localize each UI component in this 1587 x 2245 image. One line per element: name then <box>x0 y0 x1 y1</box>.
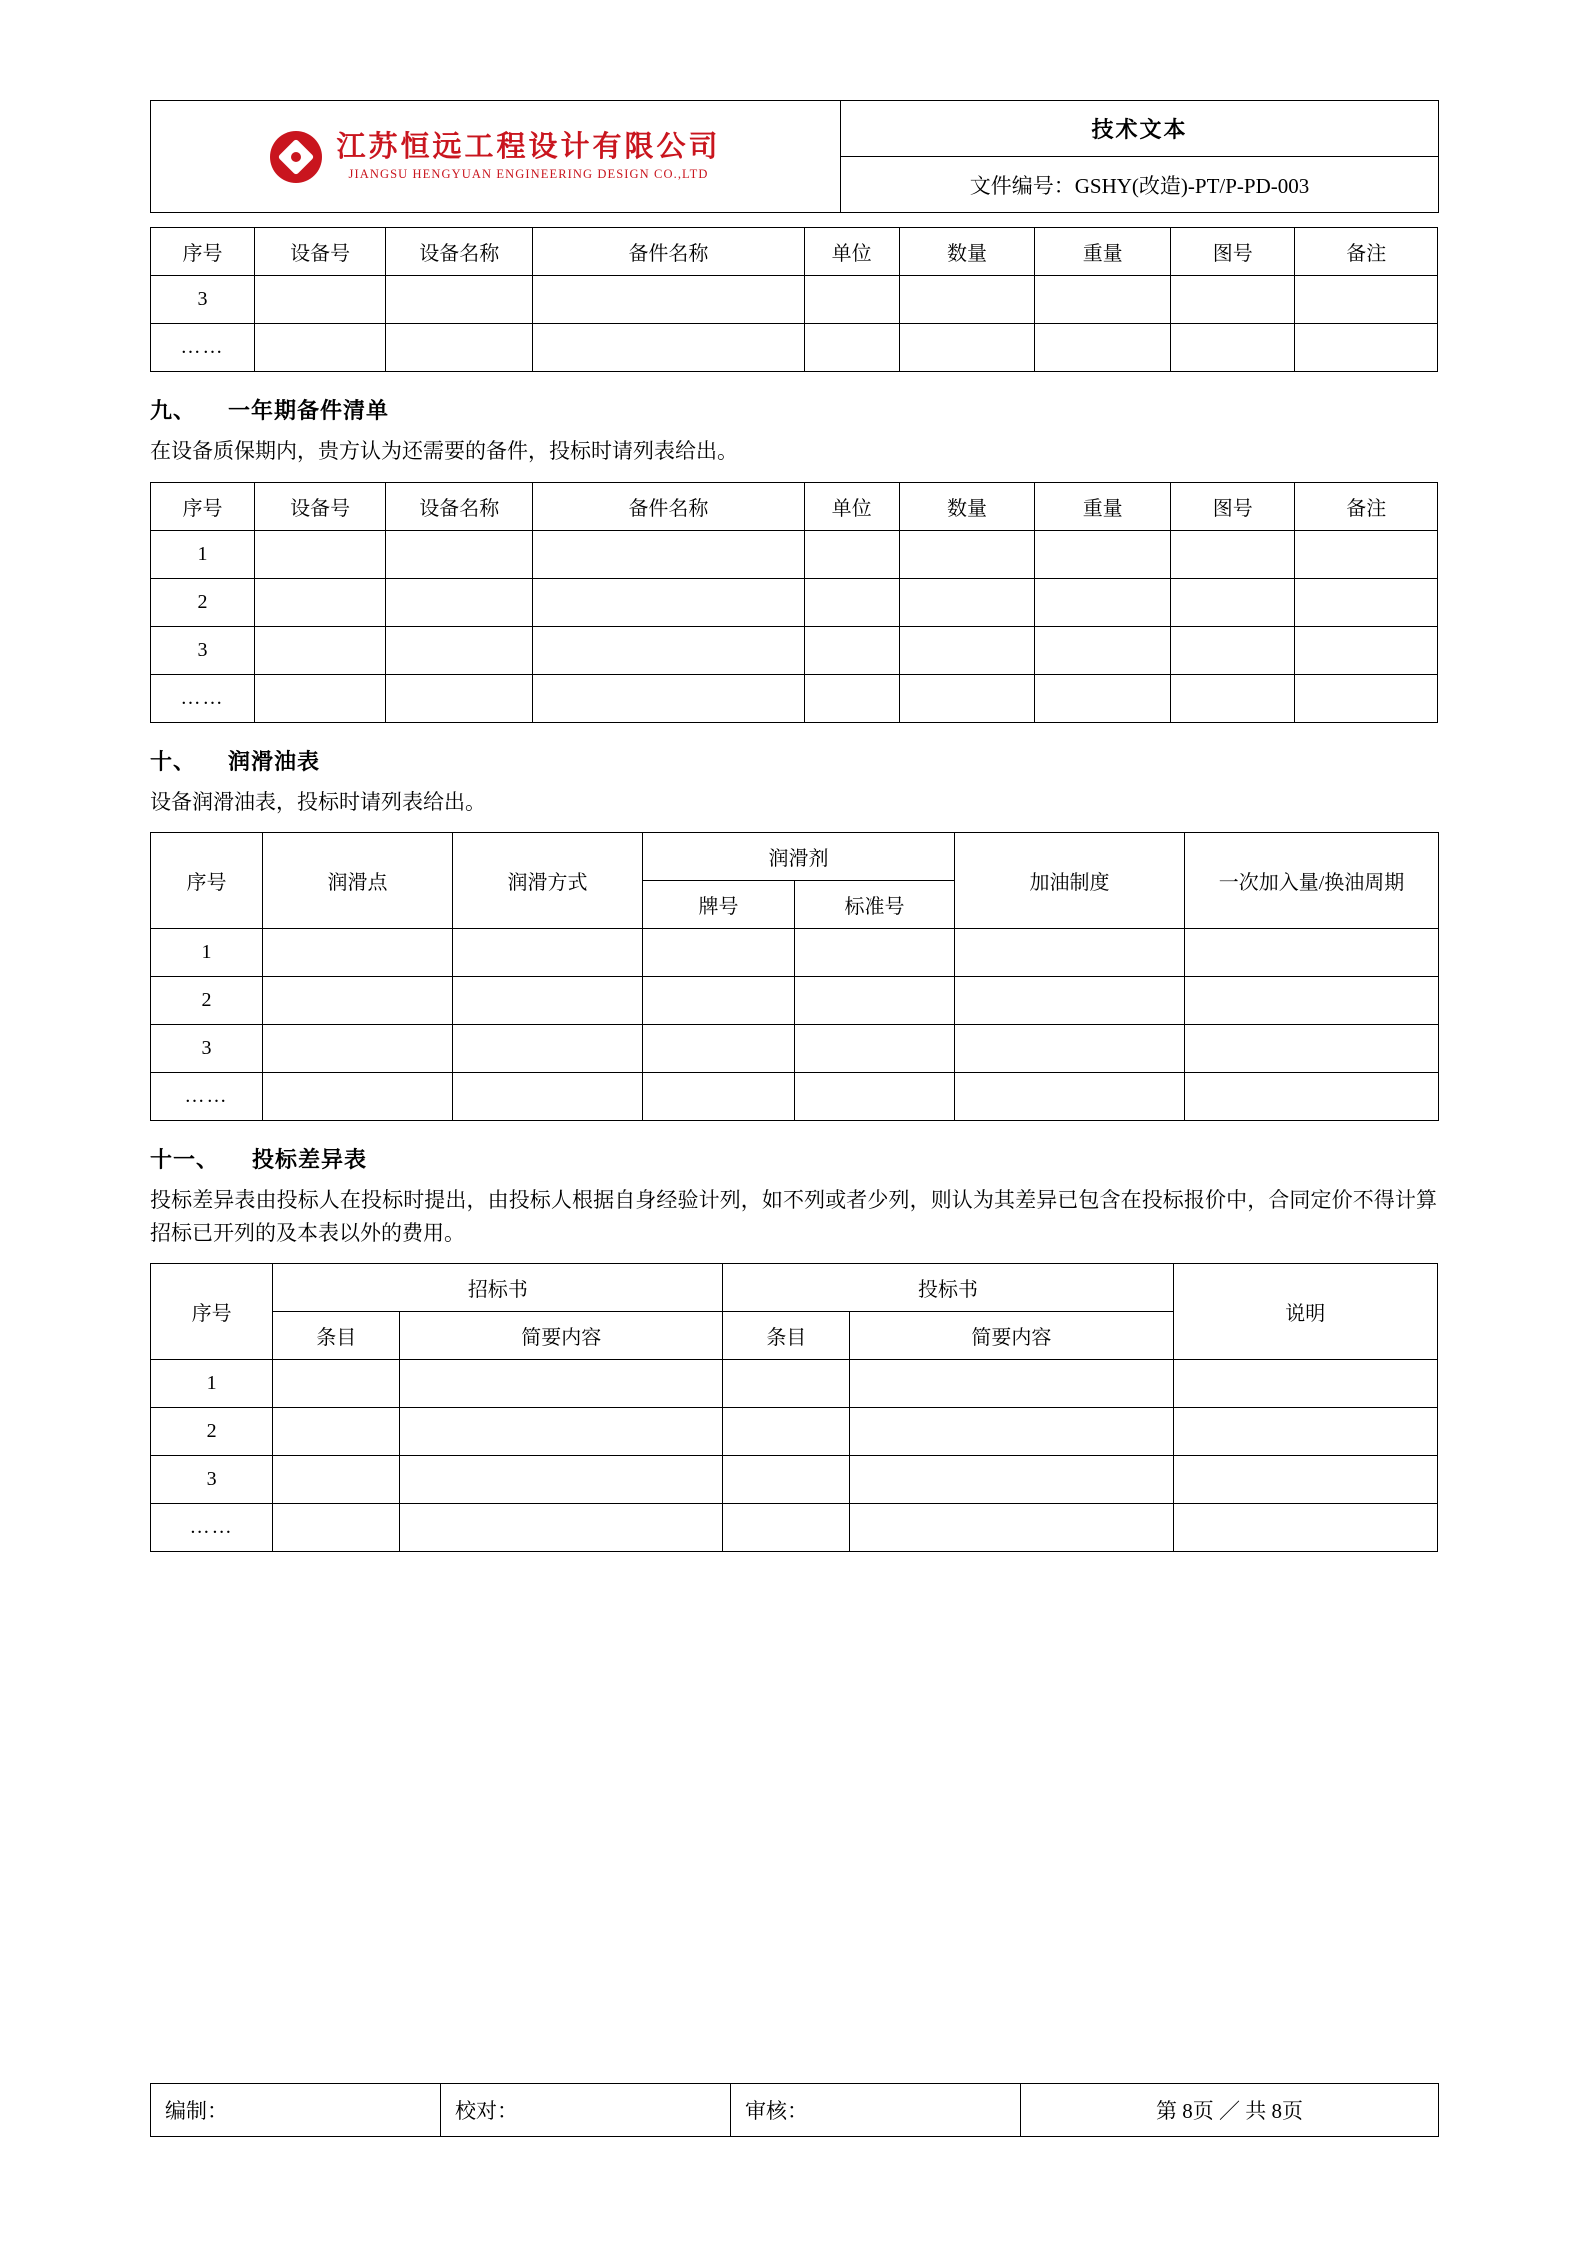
lubrication-table <box>150 832 1439 1121</box>
cell-blank <box>1295 276 1438 324</box>
cell-blank <box>723 1408 850 1456</box>
section-9-paragraph: 在设备质保期内，贵方认为还需要的备件，投标时请列表给出。 <box>150 439 738 463</box>
cell-blank <box>899 276 1035 324</box>
cell-blank <box>453 929 643 977</box>
cell-blank <box>273 1360 400 1408</box>
table-row <box>151 626 1438 674</box>
company-logo-icon <box>270 131 322 183</box>
cell-blank <box>795 1073 955 1121</box>
section-10-paragraph: 设备润滑油表，投标时请列表给出。 <box>150 789 486 814</box>
section-9-number: 九、 <box>150 398 197 423</box>
col-header: 设备名称 <box>386 482 533 530</box>
col-header: 说明 <box>1173 1264 1437 1360</box>
bid-deviation-table <box>150 1263 1438 1552</box>
cell-blank <box>386 626 533 674</box>
section-10-title: 润滑油表 <box>228 748 321 774</box>
col-header: 加油制度 <box>955 833 1185 929</box>
col-subheader: 牌号 <box>643 881 795 929</box>
doc-number-label: 文件编号： <box>969 173 1075 198</box>
cell-blank <box>1171 276 1295 324</box>
document-header <box>150 100 1439 213</box>
col-header: 图号 <box>1171 228 1295 276</box>
cell-blank <box>899 626 1035 674</box>
cell-blank <box>533 626 804 674</box>
cell-index: 2 <box>151 578 255 626</box>
col-header: 润滑方式 <box>453 833 643 929</box>
cell-blank <box>955 929 1185 977</box>
col-header: 备件名称 <box>533 228 804 276</box>
cell-blank <box>255 324 386 372</box>
col-header: 数量 <box>899 482 1035 530</box>
col-header: 设备号 <box>255 482 386 530</box>
cell-blank <box>804 324 899 372</box>
col-header: 图号 <box>1171 482 1295 530</box>
cell-index: 1 <box>151 929 263 977</box>
cell-blank <box>386 324 533 372</box>
cell-blank <box>643 929 795 977</box>
col-header-group: 投标书 <box>723 1264 1173 1312</box>
cell-index: 3 <box>151 1025 263 1073</box>
section-9-heading <box>150 394 1437 425</box>
company-logo-cell <box>151 101 841 213</box>
cell-blank <box>795 1025 955 1073</box>
cell-blank <box>804 626 899 674</box>
company-name-cn: 江苏恒远工程设计有限公司 <box>336 128 721 163</box>
cell-blank <box>1295 626 1438 674</box>
table-row <box>151 674 1438 722</box>
table-row <box>151 1073 1439 1121</box>
col-header: 一次加入量/换油周期 <box>1185 833 1439 929</box>
footer-prepared-by: 编制： <box>151 2084 441 2137</box>
cell-index: 3 <box>151 626 255 674</box>
col-header: 备件名称 <box>533 482 804 530</box>
cell-blank <box>255 276 386 324</box>
document-footer <box>150 2083 1439 2137</box>
cell-blank <box>255 674 386 722</box>
cell-blank <box>400 1504 723 1552</box>
cell-blank <box>453 977 643 1025</box>
cell-blank <box>386 530 533 578</box>
cell-blank <box>453 1073 643 1121</box>
footer-page-number: 第 8页 ／ 共 8页 <box>1021 2084 1439 2137</box>
table-row <box>151 1025 1439 1073</box>
section-11-number: 十一、 <box>150 1147 220 1173</box>
cell-blank <box>850 1360 1173 1408</box>
col-header: 序号 <box>151 482 255 530</box>
table-row <box>151 977 1439 1025</box>
cell-blank <box>1171 530 1295 578</box>
cell-blank <box>804 530 899 578</box>
cell-index: …… <box>151 324 255 372</box>
cell-blank <box>400 1456 723 1504</box>
cell-blank <box>1171 626 1295 674</box>
cell-blank <box>899 324 1035 372</box>
table-row <box>151 530 1438 578</box>
doc-number-value: GSHY(改造)-PT/P-PD-003 <box>1074 173 1310 198</box>
section-10-heading <box>150 745 1437 776</box>
cell-blank <box>850 1408 1173 1456</box>
footer-checked-by: 校对： <box>441 2084 731 2137</box>
col-header: 润滑点 <box>263 833 453 929</box>
col-header: 备注 <box>1295 228 1438 276</box>
col-header: 单位 <box>804 482 899 530</box>
col-subheader: 条目 <box>273 1312 400 1360</box>
col-header: 序号 <box>151 833 263 929</box>
cell-blank <box>1295 530 1438 578</box>
cell-blank <box>255 530 386 578</box>
cell-blank <box>386 276 533 324</box>
cell-blank <box>533 674 804 722</box>
col-header: 设备号 <box>255 228 386 276</box>
cell-blank <box>1173 1504 1437 1552</box>
col-subheader: 简要内容 <box>400 1312 723 1360</box>
col-header: 序号 <box>151 1264 273 1360</box>
spare-parts-continuation-table <box>150 227 1438 372</box>
cell-blank <box>255 578 386 626</box>
cell-blank <box>533 578 804 626</box>
cell-blank <box>533 276 804 324</box>
cell-blank <box>804 578 899 626</box>
table-row <box>151 324 1438 372</box>
cell-blank <box>1035 530 1171 578</box>
cell-blank <box>263 929 453 977</box>
table-row <box>151 1456 1438 1504</box>
doc-type-label: 技术文本 <box>841 101 1439 157</box>
cell-blank <box>533 530 804 578</box>
footer-reviewed-by: 审核： <box>731 2084 1021 2137</box>
cell-blank <box>400 1408 723 1456</box>
cell-blank <box>643 1025 795 1073</box>
cell-blank <box>723 1504 850 1552</box>
cell-blank <box>1185 929 1439 977</box>
cell-blank <box>273 1456 400 1504</box>
col-header-group: 招标书 <box>273 1264 723 1312</box>
cell-blank <box>263 1025 453 1073</box>
col-header: 备注 <box>1295 482 1438 530</box>
cell-blank <box>386 674 533 722</box>
cell-blank <box>1185 1025 1439 1073</box>
cell-blank <box>533 324 804 372</box>
cell-blank <box>263 1073 453 1121</box>
col-header-group: 润滑剂 <box>643 833 955 881</box>
table-row <box>151 929 1439 977</box>
cell-blank <box>723 1456 850 1504</box>
cell-blank <box>1185 1073 1439 1121</box>
section-11-heading <box>150 1143 1437 1174</box>
cell-blank <box>1035 276 1171 324</box>
cell-index: 2 <box>151 977 263 1025</box>
cell-blank <box>1171 578 1295 626</box>
cell-blank <box>1185 977 1439 1025</box>
cell-blank <box>795 929 955 977</box>
col-subheader: 标准号 <box>795 881 955 929</box>
cell-blank <box>1035 578 1171 626</box>
table-header-row <box>151 482 1438 530</box>
col-header: 重量 <box>1035 482 1171 530</box>
col-header: 序号 <box>151 228 255 276</box>
cell-index: 3 <box>151 1456 273 1504</box>
cell-blank <box>1171 674 1295 722</box>
cell-blank <box>386 578 533 626</box>
cell-blank <box>955 977 1185 1025</box>
table-row <box>151 578 1438 626</box>
cell-blank <box>1173 1360 1437 1408</box>
cell-blank <box>453 1025 643 1073</box>
cell-blank <box>1295 324 1438 372</box>
section-10-number: 十、 <box>150 748 197 774</box>
section-11-title: 投标差异表 <box>252 1147 368 1173</box>
col-subheader: 条目 <box>723 1312 850 1360</box>
col-header: 设备名称 <box>386 228 533 276</box>
table-row <box>151 1360 1438 1408</box>
cell-blank <box>1173 1408 1437 1456</box>
cell-blank <box>400 1360 723 1408</box>
one-year-spare-parts-table <box>150 482 1438 723</box>
cell-index: 2 <box>151 1408 273 1456</box>
cell-blank <box>955 1025 1185 1073</box>
cell-blank <box>804 276 899 324</box>
cell-index: 3 <box>151 276 255 324</box>
cell-blank <box>643 977 795 1025</box>
cell-blank <box>850 1504 1173 1552</box>
col-header: 数量 <box>899 228 1035 276</box>
cell-blank <box>255 626 386 674</box>
cell-blank <box>1035 626 1171 674</box>
cell-blank <box>899 530 1035 578</box>
cell-blank <box>273 1408 400 1456</box>
cell-index: 1 <box>151 530 255 578</box>
cell-index: 1 <box>151 1360 273 1408</box>
cell-blank <box>1295 674 1438 722</box>
cell-index: …… <box>151 1504 273 1552</box>
table-row <box>151 1504 1438 1552</box>
table-row <box>151 1408 1438 1456</box>
col-subheader: 简要内容 <box>850 1312 1173 1360</box>
section-11-paragraph: 投标差异表由投标人在投标时提出，由投标人根据自身经验计列，如不列或者少列，则认为其差异已包含在投标报价中，合同定价不得计算招标已开列的及本表以外的费用。 <box>150 1188 1437 1245</box>
table-header-row <box>151 1264 1438 1312</box>
cell-blank <box>955 1073 1185 1121</box>
cell-blank <box>643 1073 795 1121</box>
cell-blank <box>1295 578 1438 626</box>
col-header: 重量 <box>1035 228 1171 276</box>
cell-blank <box>273 1504 400 1552</box>
col-header: 单位 <box>804 228 899 276</box>
cell-blank <box>263 977 453 1025</box>
cell-blank <box>723 1360 850 1408</box>
cell-blank <box>850 1456 1173 1504</box>
company-name-en: JIANGSU HENGYUAN ENGINEERING DESIGN CO.,LTD <box>348 167 709 182</box>
cell-blank <box>795 977 955 1025</box>
table-header-row <box>151 833 1439 881</box>
cell-index: …… <box>151 674 255 722</box>
table-header-row <box>151 228 1438 276</box>
cell-index: …… <box>151 1073 263 1121</box>
table-row <box>151 276 1438 324</box>
cell-blank <box>899 578 1035 626</box>
cell-blank <box>899 674 1035 722</box>
cell-blank <box>1173 1456 1437 1504</box>
cell-blank <box>1035 674 1171 722</box>
doc-number-cell <box>841 157 1439 213</box>
cell-blank <box>1035 324 1171 372</box>
cell-blank <box>1171 324 1295 372</box>
cell-blank <box>804 674 899 722</box>
section-9-title: 一年期备件清单 <box>228 398 390 423</box>
